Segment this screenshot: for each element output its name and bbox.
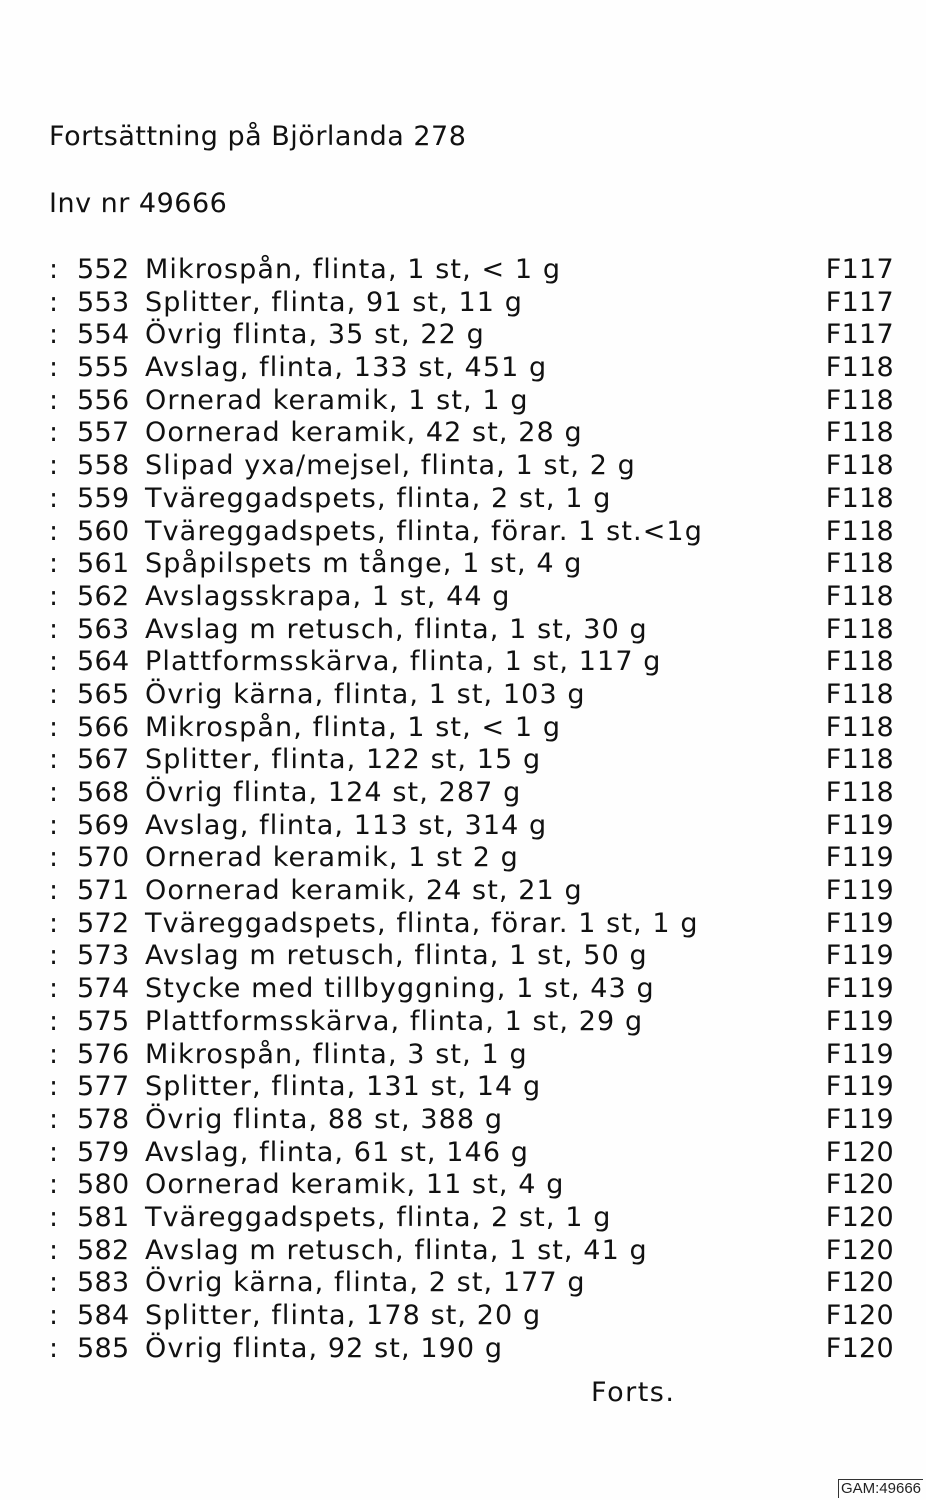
entry-colon: : [49, 384, 59, 416]
entry-find-number: F120 [825, 1169, 894, 1201]
entry-colon: : [49, 1332, 59, 1364]
entry-find-number: F118 [825, 613, 894, 645]
inventory-number: Inv nr 49666 [49, 188, 228, 219]
entry-find-number: F119 [825, 1038, 894, 1070]
entry-colon: : [49, 907, 59, 939]
list-item [49, 842, 894, 875]
entry-number: 576 [77, 1038, 130, 1070]
entry-description: Plattformsskärva, flinta, 1 st, 117 g [145, 646, 662, 678]
entry-number: 553 [77, 286, 130, 318]
entry-number: 558 [77, 450, 130, 482]
entry-colon: : [49, 875, 59, 907]
entry-number: 577 [77, 1071, 130, 1103]
entry-find-number: F119 [825, 875, 894, 907]
list-item [49, 254, 894, 287]
entry-description: Tväreggadspets, flinta, 2 st, 1 g [145, 482, 612, 514]
entry-number: 568 [77, 777, 130, 808]
entry-description: Avslag, flinta, 133 st, 451 g [145, 352, 548, 384]
entry-description: Splitter, flinta, 131 st, 14 g [145, 1071, 542, 1103]
list-item [49, 973, 894, 1006]
entry-find-number: F118 [825, 646, 894, 678]
entry-find-number: F118 [825, 417, 894, 449]
entry-colon: : [49, 646, 59, 678]
entry-description: Tväreggadspets, flinta, förar. 1 st.<1g [145, 515, 703, 547]
entry-description: Splitter, flinta, 122 st, 15 g [145, 744, 542, 776]
entry-description: Övrig flinta, 88 st, 388 g [145, 1103, 504, 1135]
entry-list [49, 254, 894, 1365]
entry-description: Splitter, flinta, 91 st, 11 g [145, 286, 523, 318]
entry-description: Mikrospån, flinta, 1 st, < 1 g [145, 711, 562, 743]
entry-number: 579 [77, 1136, 130, 1168]
entry-find-number: F119 [825, 842, 894, 874]
list-item [49, 646, 894, 679]
entry-description: Övrig kärna, flinta, 2 st, 177 g [145, 1267, 586, 1299]
list-item [49, 385, 894, 418]
entry-number: 559 [77, 482, 130, 514]
entry-number: 578 [77, 1103, 130, 1135]
entry-find-number: F117 [825, 319, 894, 351]
entry-find-number: F119 [825, 1103, 894, 1135]
entry-description: Övrig flinta, 124 st, 287 g [145, 777, 522, 808]
entry-number: 564 [77, 646, 130, 678]
entry-description: Tväreggadspets, flinta, förar. 1 st, 1 g [145, 907, 699, 939]
entry-description: Mikrospån, flinta, 1 st, < 1 g [145, 254, 562, 285]
entry-colon: : [49, 777, 59, 808]
entry-description: Avslag m retusch, flinta, 1 st, 41 g [145, 1234, 648, 1266]
entry-colon: : [49, 1038, 59, 1070]
list-item [49, 940, 894, 973]
entry-description: Avslag, flinta, 113 st, 314 g [145, 809, 548, 841]
list-item [49, 1235, 894, 1268]
list-item [49, 744, 894, 777]
continued-label: Forts. [591, 1377, 676, 1408]
entry-find-number: F120 [825, 1234, 894, 1266]
list-item [49, 614, 894, 647]
entry-colon: : [49, 1005, 59, 1037]
list-item [49, 712, 894, 745]
entry-colon: : [49, 580, 59, 612]
entry-colon: : [49, 842, 59, 874]
entry-colon: : [49, 613, 59, 645]
archive-stamp: GAM:49666 [838, 1479, 923, 1498]
entry-colon: : [49, 744, 59, 776]
entry-number: 581 [77, 1201, 130, 1233]
entry-number: 556 [77, 384, 130, 416]
entry-description: Splitter, flinta, 178 st, 20 g [145, 1300, 542, 1331]
entry-find-number: F118 [825, 711, 894, 743]
entry-description: Spåpilspets m tånge, 1 st, 4 g [145, 548, 583, 580]
entry-colon: : [49, 1300, 59, 1331]
list-item [49, 483, 894, 516]
entry-description: Oornerad keramik, 24 st, 21 g [145, 875, 583, 907]
entry-colon: : [49, 254, 59, 285]
list-item [49, 1267, 894, 1300]
entry-find-number: F118 [825, 515, 894, 547]
entry-description: Plattformsskärva, flinta, 1 st, 29 g [145, 1005, 644, 1037]
entry-find-number: F118 [825, 450, 894, 482]
entry-description: Stycke med tillbyggning, 1 st, 43 g [145, 973, 655, 1005]
entry-find-number: F119 [825, 1005, 894, 1037]
entry-find-number: F119 [825, 809, 894, 841]
entry-number: 584 [77, 1300, 130, 1331]
entry-colon: : [49, 1234, 59, 1266]
entry-colon: : [49, 417, 59, 449]
entry-colon: : [49, 548, 59, 580]
list-item [49, 875, 894, 908]
entry-number: 585 [77, 1332, 130, 1364]
list-item [49, 417, 894, 450]
entry-description: Ornerad keramik, 1 st 2 g [145, 842, 519, 874]
list-item [49, 1104, 894, 1137]
entry-find-number: F119 [825, 973, 894, 1005]
list-item [49, 1039, 894, 1072]
entry-description: Övrig flinta, 35 st, 22 g [145, 319, 485, 351]
page-title: Fortsättning på Björlanda 278 [49, 121, 467, 152]
entry-find-number: F120 [825, 1267, 894, 1299]
entry-number: 566 [77, 711, 130, 743]
entry-colon: : [49, 1169, 59, 1201]
entry-number: 567 [77, 744, 130, 776]
entry-number: 554 [77, 319, 130, 351]
entry-colon: : [49, 1267, 59, 1299]
list-item [49, 1300, 894, 1333]
list-item [49, 450, 894, 483]
entry-number: 573 [77, 940, 130, 972]
entry-description: Övrig kärna, flinta, 1 st, 103 g [145, 678, 586, 710]
entry-description: Slipad yxa/mejsel, flinta, 1 st, 2 g [145, 450, 636, 482]
entry-description: Tväreggadspets, flinta, 2 st, 1 g [145, 1201, 612, 1233]
entry-find-number: F118 [825, 384, 894, 416]
entry-number: 572 [77, 907, 130, 939]
entry-number: 552 [77, 254, 130, 285]
list-item [49, 319, 894, 352]
entry-number: 574 [77, 973, 130, 1005]
list-item [49, 777, 894, 810]
entry-description: Avslag, flinta, 61 st, 146 g [145, 1136, 530, 1168]
list-item [49, 908, 894, 941]
entry-find-number: F118 [825, 580, 894, 612]
entry-colon: : [49, 809, 59, 841]
list-item [49, 352, 894, 385]
list-item [49, 679, 894, 712]
entry-colon: : [49, 482, 59, 514]
entry-colon: : [49, 352, 59, 384]
entry-find-number: F118 [825, 678, 894, 710]
entry-description: Oornerad keramik, 42 st, 28 g [145, 417, 583, 449]
entry-colon: : [49, 1103, 59, 1135]
entry-find-number: F118 [825, 744, 894, 776]
entry-description: Avslag m retusch, flinta, 1 st, 50 g [145, 940, 648, 972]
entry-colon: : [49, 1201, 59, 1233]
entry-find-number: F120 [825, 1300, 894, 1331]
entry-colon: : [49, 711, 59, 743]
entry-find-number: F120 [825, 1332, 894, 1364]
entry-number: 569 [77, 809, 130, 841]
entry-find-number: F118 [825, 548, 894, 580]
entry-find-number: F118 [825, 482, 894, 514]
entry-colon: : [49, 515, 59, 547]
entry-number: 557 [77, 417, 130, 449]
list-item [49, 516, 894, 549]
entry-find-number: F117 [825, 254, 894, 285]
entry-number: 571 [77, 875, 130, 907]
entry-number: 583 [77, 1267, 130, 1299]
entry-number: 563 [77, 613, 130, 645]
entry-number: 565 [77, 678, 130, 710]
entry-find-number: F120 [825, 1136, 894, 1168]
list-item [49, 1071, 894, 1104]
entry-find-number: F118 [825, 352, 894, 384]
entry-number: 570 [77, 842, 130, 874]
entry-colon: : [49, 940, 59, 972]
entry-find-number: F119 [825, 907, 894, 939]
list-item [49, 1169, 894, 1202]
entry-number: 575 [77, 1005, 130, 1037]
entry-number: 562 [77, 580, 130, 612]
entry-description: Ornerad keramik, 1 st, 1 g [145, 384, 529, 416]
entry-number: 582 [77, 1234, 130, 1266]
entry-find-number: F117 [825, 286, 894, 318]
list-item [49, 287, 894, 320]
list-item [49, 1333, 894, 1366]
entry-find-number: F119 [825, 940, 894, 972]
list-item [49, 1202, 894, 1235]
entry-number: 561 [77, 548, 130, 580]
entry-colon: : [49, 1071, 59, 1103]
entry-colon: : [49, 319, 59, 351]
entry-find-number: F119 [825, 1071, 894, 1103]
entry-find-number: F118 [825, 777, 894, 808]
list-item [49, 548, 894, 581]
entry-description: Avslag m retusch, flinta, 1 st, 30 g [145, 613, 648, 645]
entry-description: Oornerad keramik, 11 st, 4 g [145, 1169, 565, 1201]
entry-find-number: F120 [825, 1201, 894, 1233]
list-item [49, 1137, 894, 1170]
entry-colon: : [49, 450, 59, 482]
entry-description: Mikrospån, flinta, 3 st, 1 g [145, 1038, 528, 1070]
entry-colon: : [49, 678, 59, 710]
entry-number: 555 [77, 352, 130, 384]
entry-colon: : [49, 973, 59, 1005]
list-item [49, 810, 894, 843]
entry-number: 580 [77, 1169, 130, 1201]
entry-description: Avslagsskrapa, 1 st, 44 g [145, 580, 511, 612]
list-item [49, 581, 894, 614]
entry-colon: : [49, 286, 59, 318]
entry-number: 560 [77, 515, 130, 547]
entry-colon: : [49, 1136, 59, 1168]
entry-description: Övrig flinta, 92 st, 190 g [145, 1332, 504, 1364]
list-item [49, 1006, 894, 1039]
